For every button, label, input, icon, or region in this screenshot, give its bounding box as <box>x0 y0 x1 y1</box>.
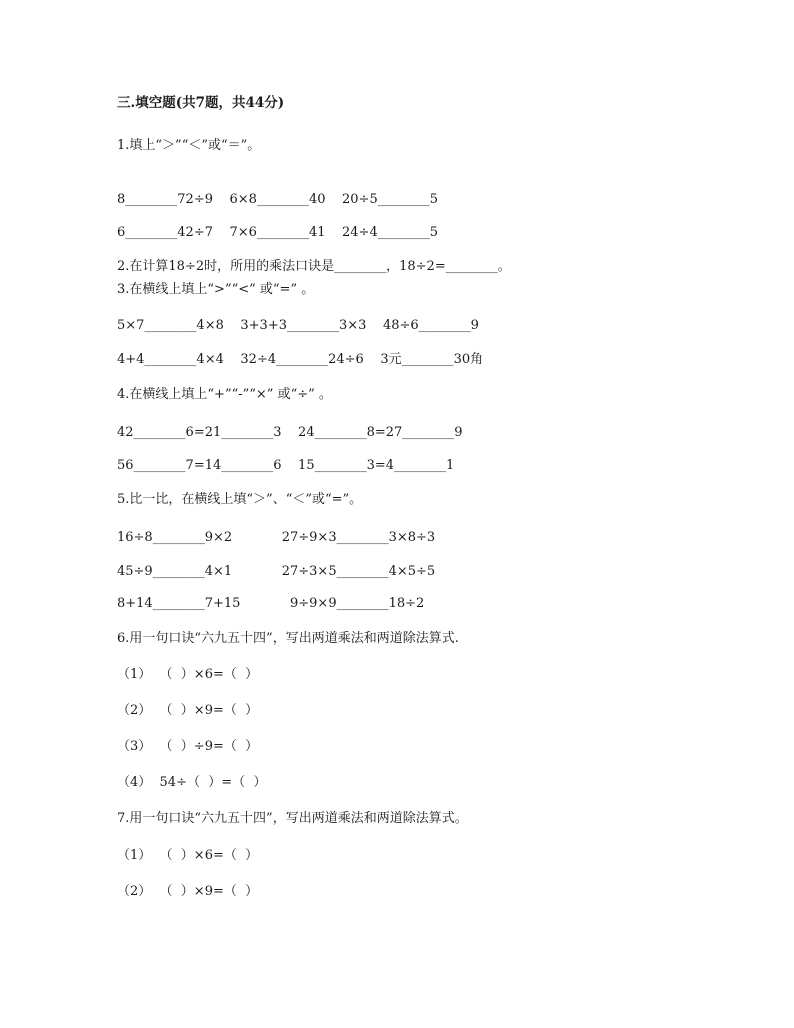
question-2-prompt: 2.在计算18÷2时，所用的乘法口诀是________，18÷2=________。 <box>117 259 511 274</box>
question-7-prompt: 7.用一句口诀“六九五十四”，写出两道乘法和两道除法算式。 <box>117 811 468 826</box>
question-3-row-1: 5×7________4×8 3+3+3________3×3 48÷6________9 <box>117 318 479 333</box>
question-6-item-3: （3） （ ）÷9=（ ） <box>117 739 259 754</box>
question-5-row-1: 16÷8________9×2 27÷9×3________3×8÷3 <box>117 530 436 545</box>
question-1-prompt: 1.填上“＞”“＜”或“＝”。 <box>117 138 261 153</box>
question-4-row-2: 56________7=14________6 15________3=4________1 <box>117 458 455 473</box>
question-6-item-4: （4） 54÷（ ）=（ ） <box>117 775 267 790</box>
question-6-item-2: （2） （ ）×9=（ ） <box>117 703 259 718</box>
question-5-row-2: 45÷9________4×1 27÷3×5________4×5÷5 <box>117 564 436 579</box>
question-7-item-1: （1） （ ）×6=（ ） <box>117 848 259 863</box>
question-5-prompt: 5.比一比，在横线上填“＞”、“＜”或“=”。 <box>117 492 363 507</box>
question-1-row-1: 8________72÷9 6×8________40 20÷5________5 <box>117 192 438 207</box>
question-3-row-2: 4+4________4×4 32÷4________24÷6 3元________30角 <box>117 352 484 367</box>
question-6-prompt: 6.用一句口诀“六九五十四”，写出两道乘法和两道除法算式. <box>117 631 459 646</box>
section-title: 三.填空题(共7题，共44分) <box>117 95 285 111</box>
question-4-prompt: 4.在横线上填上“+”“-”“×” 或“÷” 。 <box>117 387 332 402</box>
question-7-item-2: （2） （ ）×9=（ ） <box>117 884 259 899</box>
question-3-prompt: 3.在横线上填上“>”“<” 或“=” 。 <box>117 282 315 297</box>
question-1-row-2: 6________42÷7 7×6________41 24÷4________5 <box>117 225 438 240</box>
question-4-row-1: 42________6=21________3 24________8=27________9 <box>117 425 463 440</box>
question-6-item-1: （1） （ ）×6=（ ） <box>117 667 259 682</box>
question-5-row-3: 8+14________7+15 9÷9×9________18÷2 <box>117 596 425 611</box>
